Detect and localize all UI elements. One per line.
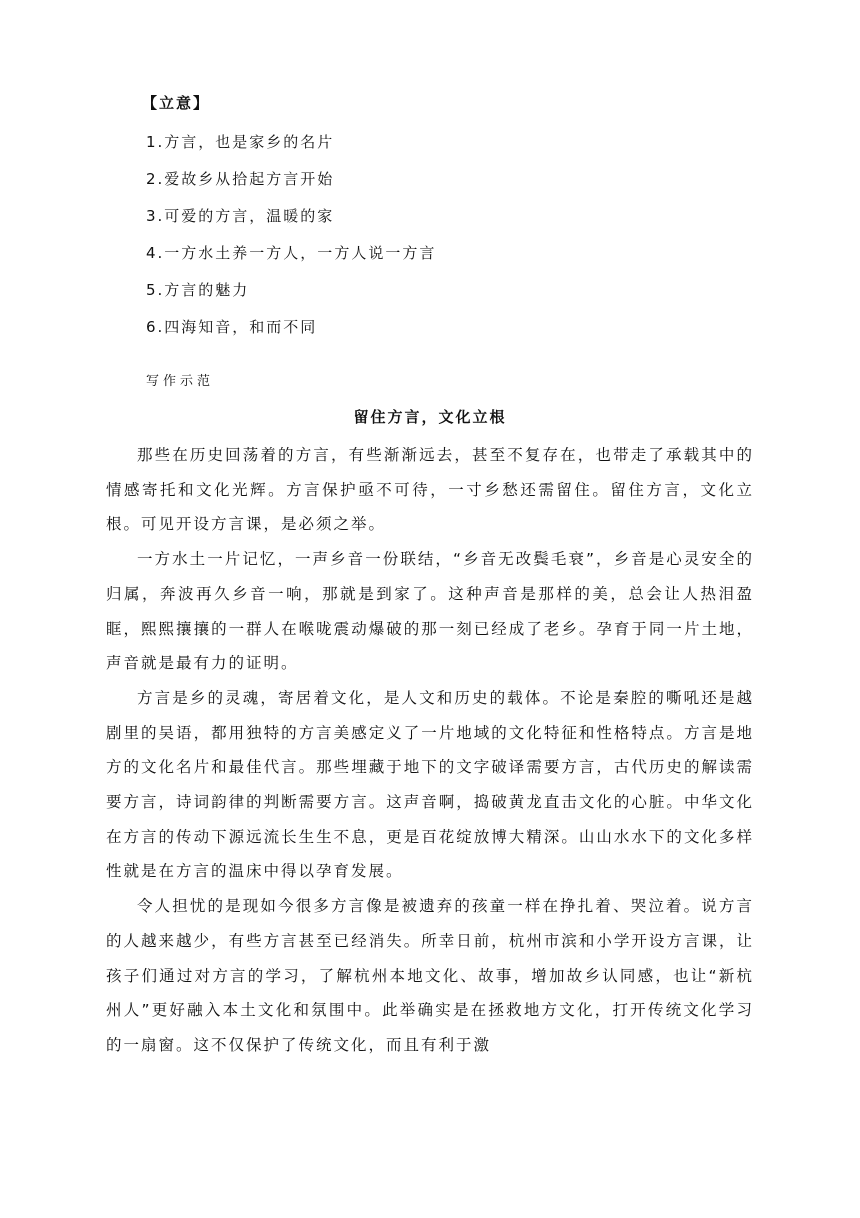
- essay-body: [106, 438, 754, 1063]
- essay-paragraph: 一方水土一片记忆，一声乡音一份联结，“乡音无改鬓毛衰”，乡音是心灵安全的归属，奔波再久乡音一响，那就是到家了。这种声音是那样的美，总会让人热泪盈眶，熙熙攘攘的一群人在喉咙震动爆破的那一刻已经成了老乡。孕育于同一片土地，声音就是最有力的证明。: [106, 550, 754, 673]
- idea-item: 5.方言的魅力: [146, 281, 250, 299]
- idea-item: 2.爱故乡从拾起方言开始: [146, 170, 335, 188]
- section-heading: 【立意】: [142, 94, 211, 112]
- ideas-list: [146, 128, 436, 350]
- idea-item: 6.四海知音，和而不同: [146, 318, 318, 336]
- idea-item: 3.可爱的方言，温暖的家: [146, 207, 335, 225]
- sample-label: 写作示范: [146, 374, 215, 389]
- idea-item: 4.一方水土养一方人，一方人说一方言: [146, 244, 437, 262]
- essay-paragraph: 方言是乡的灵魂，寄居着文化，是人文和历史的载体。不论是秦腔的嘶吼还是越剧里的吴语，都用独特的方言美感定义了一片地域的文化特征和性格特点。方言是地方的文化名片和最佳代言。那些埋藏于地下的文字破译需要方言，古代历史的解读需要方言，诗词韵律的判断需要方言。这声音啊，捣破黄龙直击文化的心脏。中华文化在方言的传动下源远流长生生不息，更是百花绽放博大精深。山山水水下的文化多样性就是在方言的温床中得以孕育发展。: [106, 688, 754, 881]
- essay-paragraph: 那些在历史回荡着的方言，有些渐渐远去，甚至不复存在，也带走了承载其中的情感寄托和文化光辉。方言保护亟不可待，一寸乡愁还需留住。留住方言，文化立根。可见开设方言课，是必须之举。: [106, 446, 754, 534]
- essay-title: 留住方言，文化立根: [353, 408, 507, 426]
- idea-item: 1.方言，也是家乡的名片: [146, 133, 335, 151]
- essay-paragraph: 令人担忧的是现如今很多方言像是被遗弃的孩童一样在挣扎着、哭泣着。说方言的人越来越少，有些方言甚至已经消失。所幸日前，杭州市滨和小学开设方言课，让孩子们通过对方言的学习，了解杭州本地文化、故事，增加故乡认同感，也让“新杭州人”更好融入本土文化和氛围中。此举确实是在拯救地方文化，打开传统文化学习的一扇窗。这不仅保护了传统文化，而且有利于激: [106, 897, 754, 1054]
